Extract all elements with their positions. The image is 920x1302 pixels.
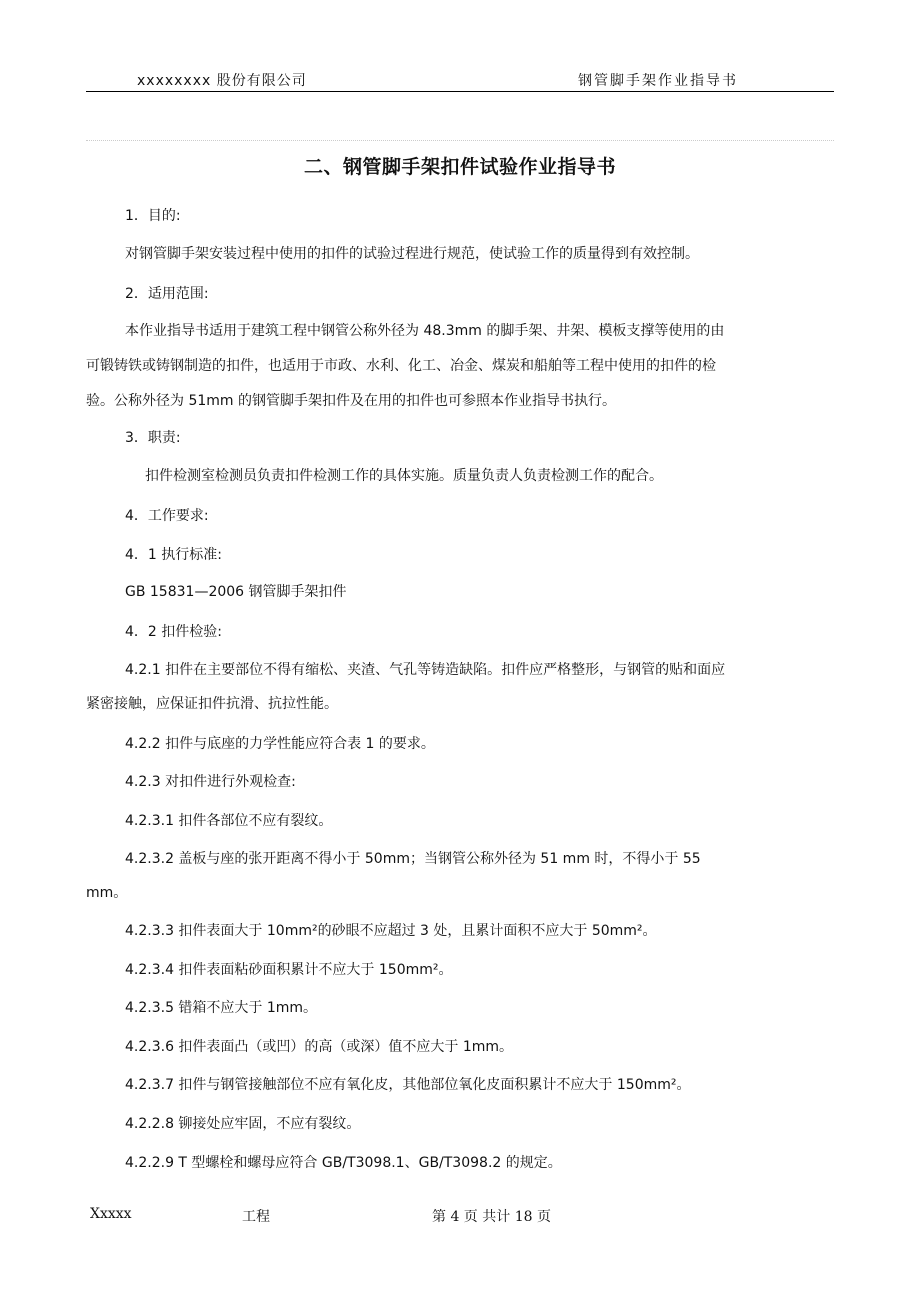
clause-item: 4.2.3 对扣件进行外观检查: xyxy=(125,774,296,790)
footer-page-number: 第 4 页 共计 18 页 xyxy=(432,1209,551,1225)
subsection-heading: 4．2 扣件检验: xyxy=(125,624,222,640)
standard-reference: GB 15831—2006 钢管脚手架扣件 xyxy=(125,584,347,600)
section-heading: 1．目的: xyxy=(125,208,181,224)
paragraph-line: 4.2.1 扣件在主要部位不得有缩松、夹渣、气孔等铸造缺陷。扣件应严格整形，与钢管的贴和面应 xyxy=(125,662,726,678)
header-rule xyxy=(86,91,834,92)
paragraph-line: 扣件检测室检测员负责扣件检测工作的具体实施。质量负责人负责检测工作的配合。 xyxy=(145,468,663,484)
paragraph-line: 验。公称外径为 51mm 的钢管脚手架扣件及在用的扣件也可参照本作业指导书执行。 xyxy=(86,393,616,409)
clause-item: 4.2.2 扣件与底座的力学性能应符合表 1 的要求。 xyxy=(125,736,435,752)
dotted-divider xyxy=(86,140,834,141)
clause-item: 4.2.3.5 错箱不应大于 1mm。 xyxy=(125,1000,318,1016)
subsection-heading: 4．1 执行标准: xyxy=(125,547,222,563)
clause-item: 4.2.3.3 扣件表面大于 10mm²的砂眼不应超过 3 处，且累计面积不应大于 50mm²。 xyxy=(125,923,657,939)
clause-item: 4.2.3.2 盖板与座的张开距离不得小于 50mm；当钢管公称外径为 51 mm 时，不得小于 55 xyxy=(125,851,701,867)
header-company: xxxxxxxx 股份有限公司 xyxy=(137,73,307,89)
header-doc-name: 钢管脚手架作业指导书 xyxy=(578,73,738,89)
paragraph-line: 可锻铸铁或铸钢制造的扣件，也适用于市政、水利、化工、冶金、煤炭和船舶等工程中使用的扣件的检 xyxy=(86,358,716,374)
paragraph-line: mm。 xyxy=(86,885,128,901)
paragraph-line: 对钢管脚手架安装过程中使用的扣件的试验过程进行规范，使试验工作的质量得到有效控制。 xyxy=(125,246,699,262)
footer-left: Xxxxx xyxy=(90,1206,132,1222)
clause-item: 4.2.3.1 扣件各部位不应有裂纹。 xyxy=(125,813,333,829)
page-title: 二、钢管脚手架扣件试验作业指导书 xyxy=(303,156,616,178)
section-heading: 3．职责: xyxy=(125,430,181,446)
section-heading: 4．工作要求: xyxy=(125,508,209,524)
clause-item: 4.2.2.8 铆接处应牢固，不应有裂纹。 xyxy=(125,1116,361,1132)
footer-project: 工程 xyxy=(242,1209,270,1225)
section-heading: 2．适用范围: xyxy=(125,286,209,302)
paragraph-line: 紧密接触，应保证扣件抗滑、抗拉性能。 xyxy=(86,696,338,712)
clause-item: 4.2.3.4 扣件表面粘砂面积累计不应大于 150mm²。 xyxy=(125,962,453,978)
clause-item: 4.2.3.7 扣件与钢管接触部位不应有氧化皮，其他部位氧化皮面积累计不应大于 150mm²。 xyxy=(125,1077,691,1093)
clause-item: 4.2.3.6 扣件表面凸（或凹）的高（或深）值不应大于 1mm。 xyxy=(125,1039,514,1055)
paragraph-line: 本作业指导书适用于建筑工程中钢管公称外径为 48.3mm 的脚手架、井架、模板支撑等使用的由 xyxy=(125,323,725,339)
clause-item: 4.2.2.9 T 型螺栓和螺母应符合 GB/T3098.1、GB/T3098.2 的规定。 xyxy=(125,1155,562,1171)
